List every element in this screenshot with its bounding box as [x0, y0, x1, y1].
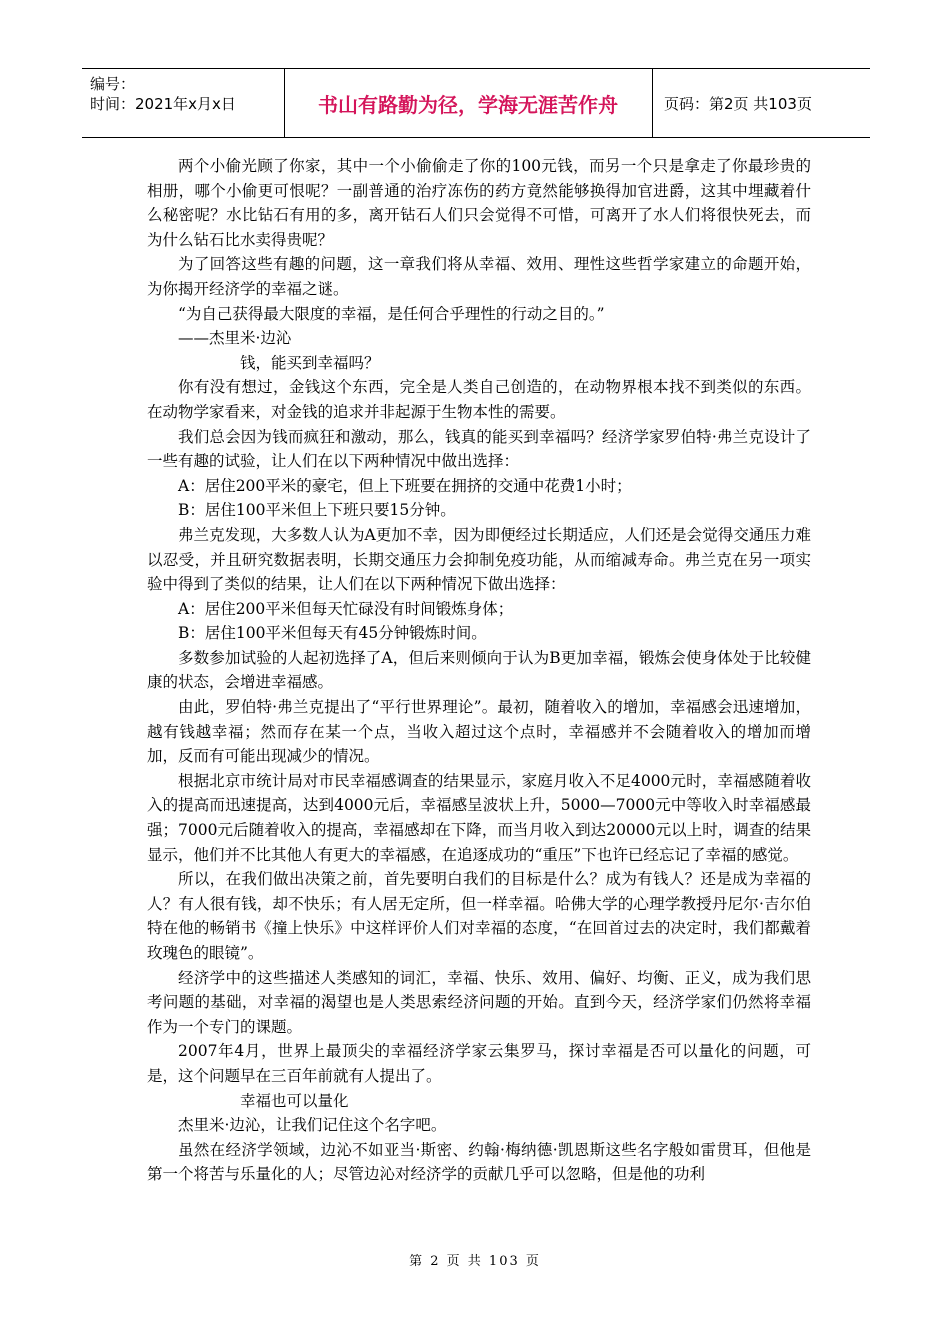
header-page-label: 页码：第2页 共103页 [664, 94, 812, 113]
paragraph: 经济学中的这些描述人类感知的词汇，幸福、快乐、效用、偏好、均衡、正义，成为我们思考问题的基础，对幸福的渴望也是人类思索经济问题的开始。直到今天，经济学家们仍然将幸福作为一个专门的课题。 [147, 968, 811, 1036]
list-item: B：居住100平米但每天有45分钟锻炼时间。 [178, 624, 487, 643]
paragraph: 我们总会因为钱而疯狂和激动，那么，钱真的能买到幸福吗？经济学家罗伯特·弗兰克设计了一些有趣的试验，让人们在以下两种情况中做出选择： [147, 427, 811, 471]
list-item: B：居住100平米但上下班只要15分钟。 [178, 501, 456, 520]
quote-attribution: ——杰里米·边沁 [178, 329, 292, 348]
page-footer: 第 2 页 共 103 页 [409, 1254, 541, 1269]
paragraph: 弗兰克发现，大多数人认为A更加不幸，因为即便经过长期适应，人们还是会觉得交通压力难以忍受，并且研究数据表明，长期交通压力会抑制免疫功能，从而缩减寿命。弗兰克在另一项实验中得到了类似的结果，让人们在以下两种情况下做出选择： [147, 525, 811, 594]
time-label: 时间：2021年x月x日 [90, 95, 236, 113]
section-heading: 幸福也可以量化 [240, 1091, 349, 1110]
list-item: A：居住200平米但每天忙碌没有时间锻炼身体； [178, 599, 514, 618]
paragraph: 你有没有想过，金钱这个东西，完全是人类自己创造的，在动物界根本找不到类似的东西。在动物学家看来，对金钱的追求并非起源于生物本性的需要。 [147, 378, 811, 421]
paragraph: 为了回答这些有趣的问题，这一章我们将从幸福、效用、理性这些哲学家建立的命题开始，为你揭开经济学的幸福之谜。 [147, 255, 811, 298]
header-meta [82, 69, 285, 137]
quote: “为自己获得最大限度的幸福，是任何合乎理性的行动之目的。” [178, 304, 605, 323]
paragraph: 2007年4月，世界上最顶尖的幸福经济学家云集罗马，探讨幸福是否可以量化的问题，可是，这个问题早在三百年前就有人提出了。 [147, 1042, 811, 1085]
number-label: 编号： [90, 75, 136, 93]
document-body [147, 154, 811, 1187]
paragraph: 根据北京市统计局对市民幸福感调查的结果显示，家庭月收入不足4000元时，幸福感随着收入的提高而迅速提高，达到4000元后，幸福感呈波状上升，5000—7000元中等收入时幸福感最强；7000元后随着收入的提高，幸福感却在下降，而当月收入到达20000元以上时，调查的结果显示，他们并不比其他人有更大的幸福感，在追逐成功的“重压”下也许已经忘记了幸福的感觉。 [147, 771, 811, 864]
header-motto: 书山有路勤为径，学海无涯苦作舟 [284, 69, 653, 137]
paragraph: 多数参加试验的人起初选择了A，但后来则倾向于认为B更加幸福，锻炼会使身体处于比较健康的状态，会增进幸福感。 [147, 648, 811, 692]
section-heading: 钱，能买到幸福吗？ [240, 353, 380, 372]
paragraph: 所以，在我们做出决策之前，首先要明白我们的目标是什么？成为有钱人？还是成为幸福的人？有人很有钱，却不快乐；有人居无定所，但一样幸福。哈佛大学的心理学教授丹尼尔·吉尔伯特在他的畅销书《撞上快乐》中这样评价人们对幸福的态度，“在回首过去的决定时，我们都戴着玫瑰色的眼镜”。 [147, 870, 811, 962]
page-header [82, 68, 870, 138]
paragraph: 由此，罗伯特·弗兰克提出了“平行世界理论”。最初，随着收入的增加，幸福感会迅速增加，越有钱越幸福；然而存在某一个点，当收入超过这个点时，幸福感并不会随着收入的增加而增加，反而有可能出现减少的情况。 [147, 698, 811, 766]
paragraph: 虽然在经济学领域，边沁不如亚当·斯密、约翰·梅纳德·凯恩斯这些名字般如雷贯耳，但他是第一个将苦与乐量化的人；尽管边沁对经济学的贡献几乎可以忽略，但是他的功利 [147, 1140, 811, 1184]
paragraph: 两个小偷光顾了你家，其中一个小偷偷走了你的100元钱，而另一个只是拿走了你最珍贵的相册，哪个小偷更可恨呢？一副普通的治疗冻伤的药方竟然能够换得加官进爵，这其中埋藏着什么秘密呢？水比钻石有用的多，离开钻石人们只会觉得不可惜，可离开了水人们将很快死去，而为什么钻石比水卖得贵呢？ [147, 157, 811, 249]
paragraph: 杰里米·边沁，让我们记住这个名字吧。 [178, 1116, 447, 1135]
list-item: A：居住200平米的豪宅，但上下班要在拥挤的交通中花费1小时； [178, 476, 632, 495]
